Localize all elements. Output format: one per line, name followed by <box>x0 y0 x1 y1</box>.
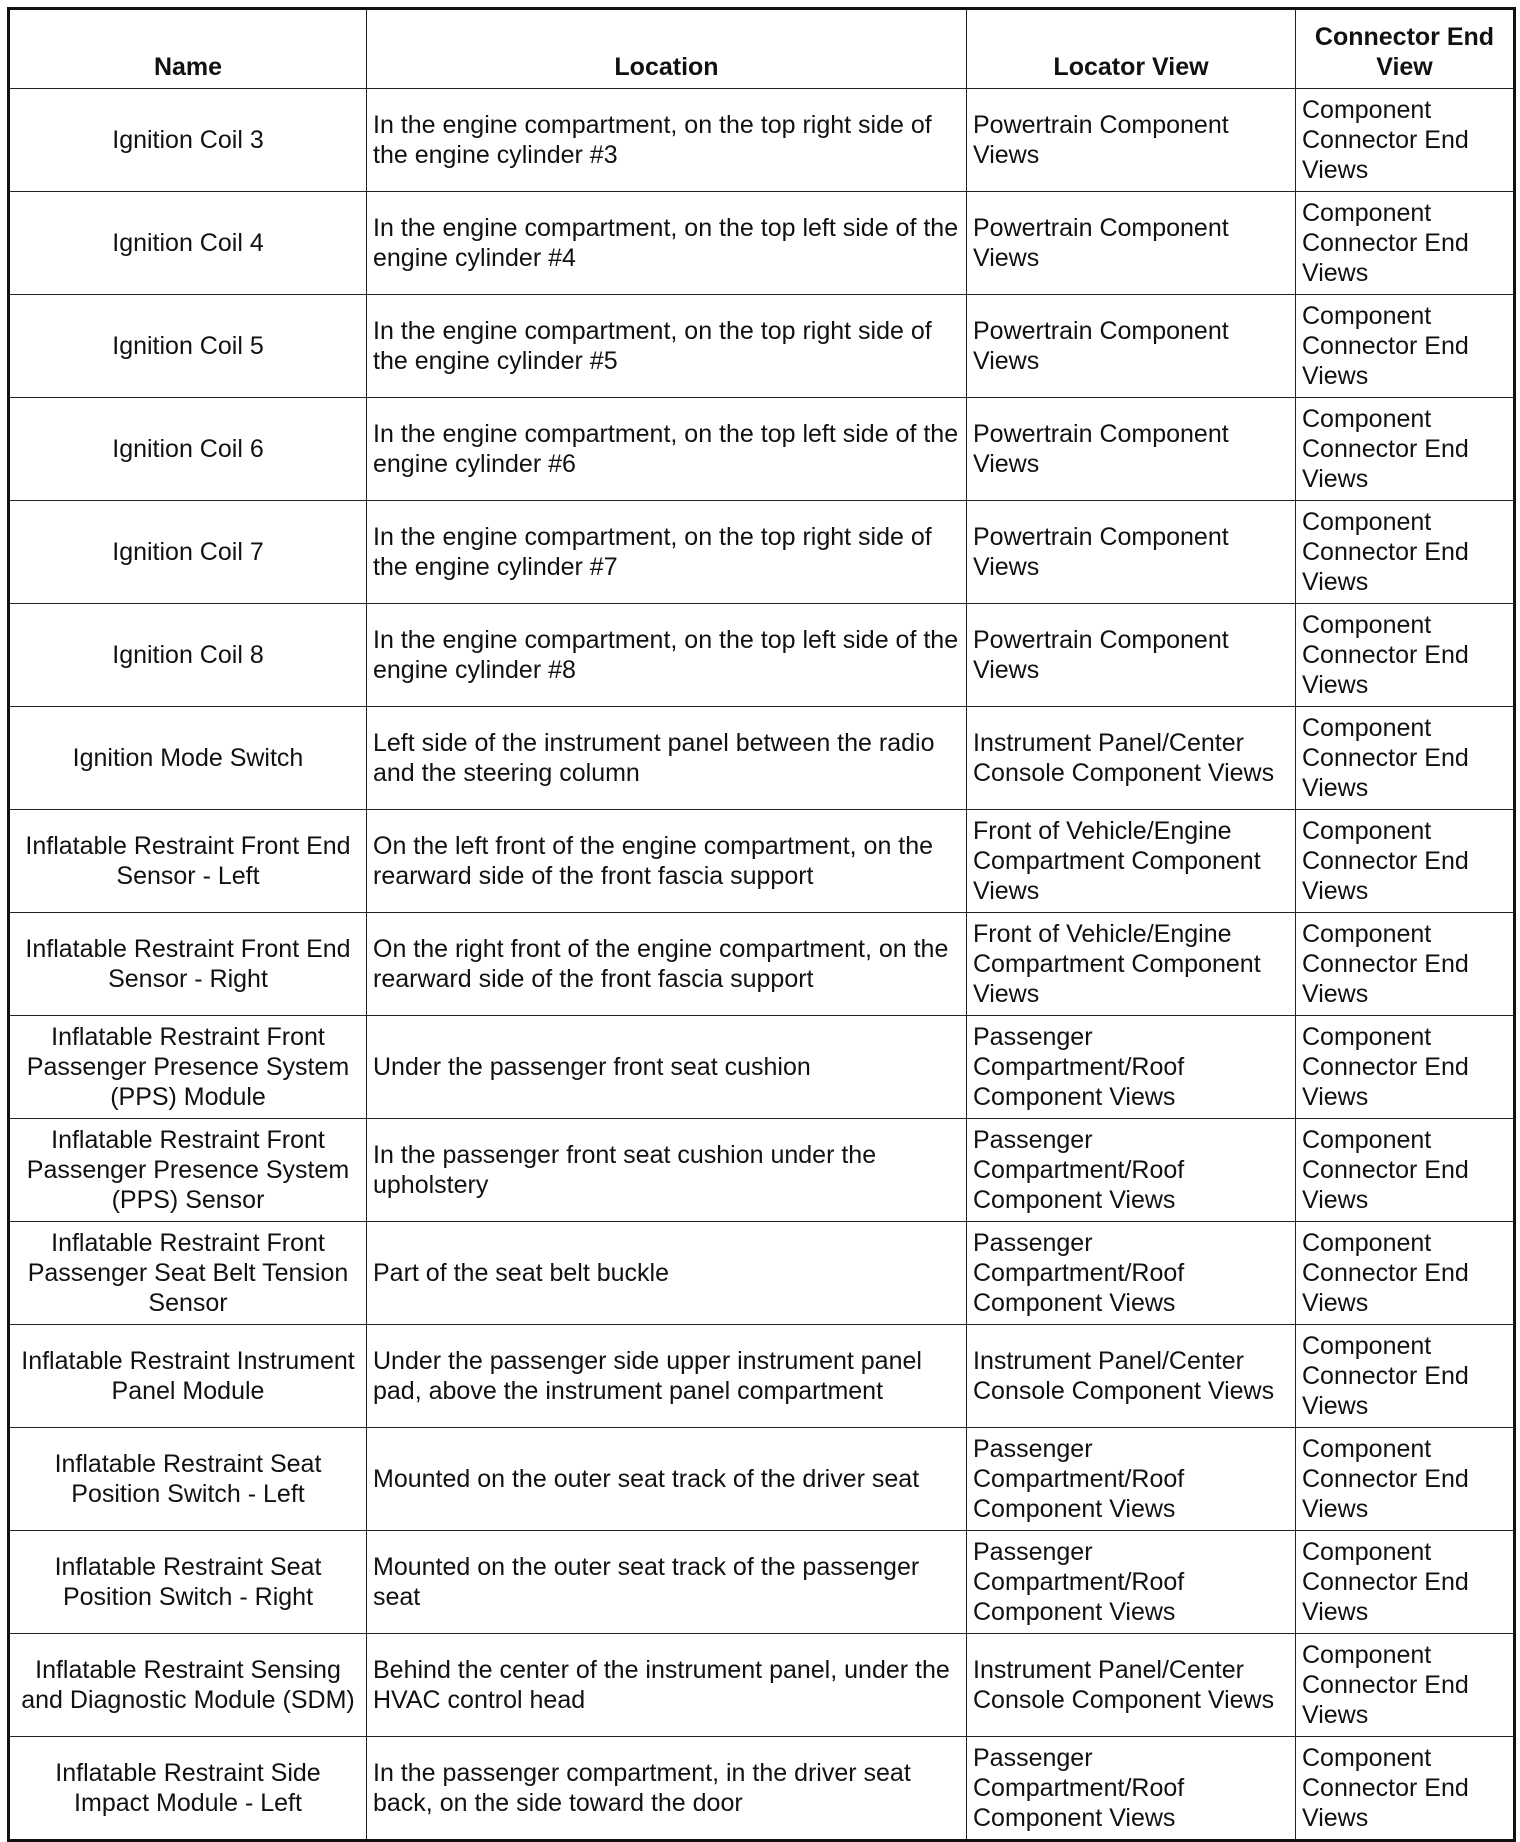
cell-locator-view: Passenger Compartment/Roof Component Views <box>967 1737 1296 1841</box>
cell-connector-end-view: Component Connector End Views <box>1296 89 1515 192</box>
cell-name: Inflatable Restraint Front End Sensor - Right <box>9 913 367 1016</box>
cell-locator-view: Powertrain Component Views <box>967 89 1296 192</box>
cell-location: In the engine compartment, on the top right side of the engine cylinder #3 <box>367 89 967 192</box>
cell-locator-view: Powertrain Component Views <box>967 501 1296 604</box>
cell-locator-view: Passenger Compartment/Roof Component Views <box>967 1016 1296 1119</box>
cell-name: Inflatable Restraint Seat Position Switch - Right <box>9 1531 367 1634</box>
cell-locator-view: Powertrain Component Views <box>967 604 1296 707</box>
cell-name: Ignition Mode Switch <box>9 707 367 810</box>
component-locator-table <box>7 7 1516 1842</box>
cell-location: Behind the center of the instrument panel, under the HVAC control head <box>367 1634 967 1737</box>
cell-name: Inflatable Restraint Seat Position Switch - Left <box>9 1428 367 1531</box>
cell-locator-view: Powertrain Component Views <box>967 398 1296 501</box>
cell-connector-end-view: Component Connector End Views <box>1296 1119 1515 1222</box>
cell-connector-end-view: Component Connector End Views <box>1296 295 1515 398</box>
cell-location: In the engine compartment, on the top right side of the engine cylinder #5 <box>367 295 967 398</box>
cell-name: Ignition Coil 8 <box>9 604 367 707</box>
cell-name: Ignition Coil 4 <box>9 192 367 295</box>
table-row <box>9 1119 1515 1222</box>
cell-name: Ignition Coil 5 <box>9 295 367 398</box>
cell-locator-view: Passenger Compartment/Roof Component Views <box>967 1119 1296 1222</box>
cell-connector-end-view: Component Connector End Views <box>1296 1737 1515 1841</box>
cell-location: In the engine compartment, on the top left side of the engine cylinder #6 <box>367 398 967 501</box>
cell-location: In the passenger front seat cushion under the upholstery <box>367 1119 967 1222</box>
table-row <box>9 707 1515 810</box>
cell-location: In the engine compartment, on the top right side of the engine cylinder #7 <box>367 501 967 604</box>
header-row <box>9 9 1515 89</box>
cell-name: Inflatable Restraint Sensing and Diagnostic Module (SDM) <box>9 1634 367 1737</box>
cell-locator-view: Instrument Panel/Center Console Component Views <box>967 707 1296 810</box>
table-row <box>9 1325 1515 1428</box>
table-row <box>9 89 1515 192</box>
cell-connector-end-view: Component Connector End Views <box>1296 192 1515 295</box>
cell-name: Ignition Coil 6 <box>9 398 367 501</box>
table-row <box>9 1222 1515 1325</box>
cell-locator-view: Passenger Compartment/Roof Component Views <box>967 1222 1296 1325</box>
table-row <box>9 295 1515 398</box>
table-row <box>9 604 1515 707</box>
cell-location: On the left front of the engine compartment, on the rearward side of the front fascia support <box>367 810 967 913</box>
cell-connector-end-view: Component Connector End Views <box>1296 707 1515 810</box>
cell-location: In the engine compartment, on the top left side of the engine cylinder #4 <box>367 192 967 295</box>
table-row <box>9 192 1515 295</box>
cell-location: In the passenger compartment, in the driver seat back, on the side toward the door <box>367 1737 967 1841</box>
cell-location: Mounted on the outer seat track of the driver seat <box>367 1428 967 1531</box>
table-row <box>9 398 1515 501</box>
cell-connector-end-view: Component Connector End Views <box>1296 1222 1515 1325</box>
cell-location: On the right front of the engine compartment, on the rearward side of the front fascia support <box>367 913 967 1016</box>
cell-name: Inflatable Restraint Side Impact Module - Left <box>9 1737 367 1841</box>
table-row <box>9 1634 1515 1737</box>
table-row <box>9 1016 1515 1119</box>
cell-name: Inflatable Restraint Front End Sensor - Left <box>9 810 367 913</box>
cell-locator-view: Front of Vehicle/Engine Compartment Component Views <box>967 913 1296 1016</box>
cell-connector-end-view: Component Connector End Views <box>1296 1016 1515 1119</box>
cell-name: Inflatable Restraint Front Passenger Seat Belt Tension Sensor <box>9 1222 367 1325</box>
cell-name: Inflatable Restraint Instrument Panel Module <box>9 1325 367 1428</box>
cell-connector-end-view: Component Connector End Views <box>1296 810 1515 913</box>
cell-locator-view: Instrument Panel/Center Console Component Views <box>967 1325 1296 1428</box>
table-row <box>9 1531 1515 1634</box>
cell-connector-end-view: Component Connector End Views <box>1296 1531 1515 1634</box>
header-location: Location <box>367 9 967 89</box>
cell-connector-end-view: Component Connector End Views <box>1296 604 1515 707</box>
header-locator-view: Locator View <box>967 9 1296 89</box>
cell-connector-end-view: Component Connector End Views <box>1296 501 1515 604</box>
cell-connector-end-view: Component Connector End Views <box>1296 1325 1515 1428</box>
cell-name: Ignition Coil 7 <box>9 501 367 604</box>
cell-locator-view: Passenger Compartment/Roof Component Views <box>967 1531 1296 1634</box>
cell-connector-end-view: Component Connector End Views <box>1296 398 1515 501</box>
cell-locator-view: Powertrain Component Views <box>967 295 1296 398</box>
cell-connector-end-view: Component Connector End Views <box>1296 1634 1515 1737</box>
cell-name: Inflatable Restraint Front Passenger Presence System (PPS) Sensor <box>9 1119 367 1222</box>
cell-name: Inflatable Restraint Front Passenger Presence System (PPS) Module <box>9 1016 367 1119</box>
cell-locator-view: Front of Vehicle/Engine Compartment Component Views <box>967 810 1296 913</box>
cell-connector-end-view: Component Connector End Views <box>1296 1428 1515 1531</box>
cell-location: Part of the seat belt buckle <box>367 1222 967 1325</box>
table-row <box>9 1737 1515 1841</box>
cell-location: Left side of the instrument panel between the radio and the steering column <box>367 707 967 810</box>
cell-connector-end-view: Component Connector End Views <box>1296 913 1515 1016</box>
table-row <box>9 810 1515 913</box>
cell-location: Mounted on the outer seat track of the passenger seat <box>367 1531 967 1634</box>
table-row <box>9 1428 1515 1531</box>
table-row <box>9 501 1515 604</box>
header-connector-end-view: Connector End View <box>1296 9 1515 89</box>
cell-name: Ignition Coil 3 <box>9 89 367 192</box>
cell-locator-view: Instrument Panel/Center Console Component Views <box>967 1634 1296 1737</box>
table-body <box>9 89 1515 1841</box>
cell-location: In the engine compartment, on the top left side of the engine cylinder #8 <box>367 604 967 707</box>
table-row <box>9 913 1515 1016</box>
header-name: Name <box>9 9 367 89</box>
cell-location: Under the passenger side upper instrument panel pad, above the instrument panel compartment <box>367 1325 967 1428</box>
cell-location: Under the passenger front seat cushion <box>367 1016 967 1119</box>
cell-locator-view: Passenger Compartment/Roof Component Views <box>967 1428 1296 1531</box>
cell-locator-view: Powertrain Component Views <box>967 192 1296 295</box>
